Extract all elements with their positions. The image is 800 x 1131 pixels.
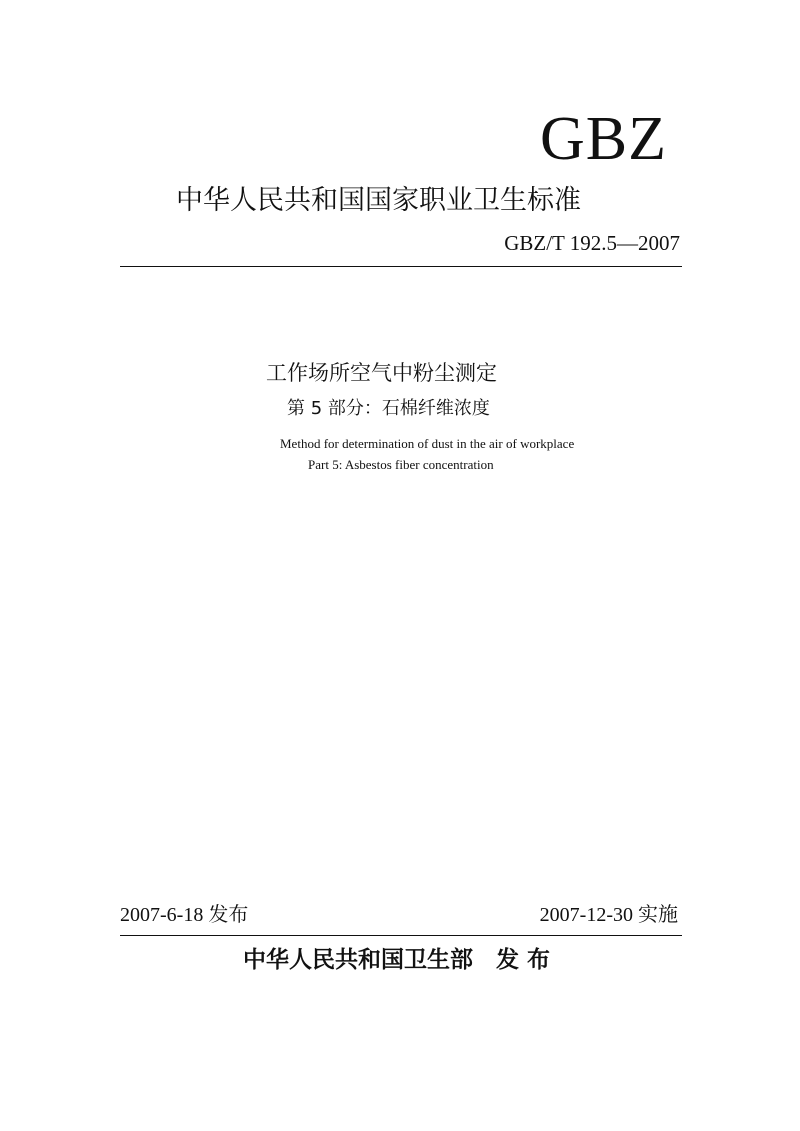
implementation-date: 2007-12-30 实施	[539, 904, 678, 926]
standard-category-title: 中华人民共和国国家职业卫生标准	[176, 185, 581, 216]
document-title-zh: 工作场所空气中粉尘测定	[266, 361, 497, 385]
standard-logo: GBZ	[540, 105, 667, 173]
standard-number: GBZ/T 192.5—2007	[504, 231, 680, 255]
issue-date: 2007-6-18 发布	[120, 904, 249, 926]
document-part-zh: 第 5 部分：石棉纤维浓度	[287, 398, 490, 419]
document-title-en: Method for determination of dust in the air of workplace	[280, 436, 575, 451]
issuing-authority: 中华人民共和国卫生部 发 布	[243, 947, 551, 973]
document-part-en: Part 5: Asbestos fiber concentration	[308, 457, 494, 472]
bottom-divider	[120, 935, 682, 936]
top-divider	[120, 266, 682, 267]
